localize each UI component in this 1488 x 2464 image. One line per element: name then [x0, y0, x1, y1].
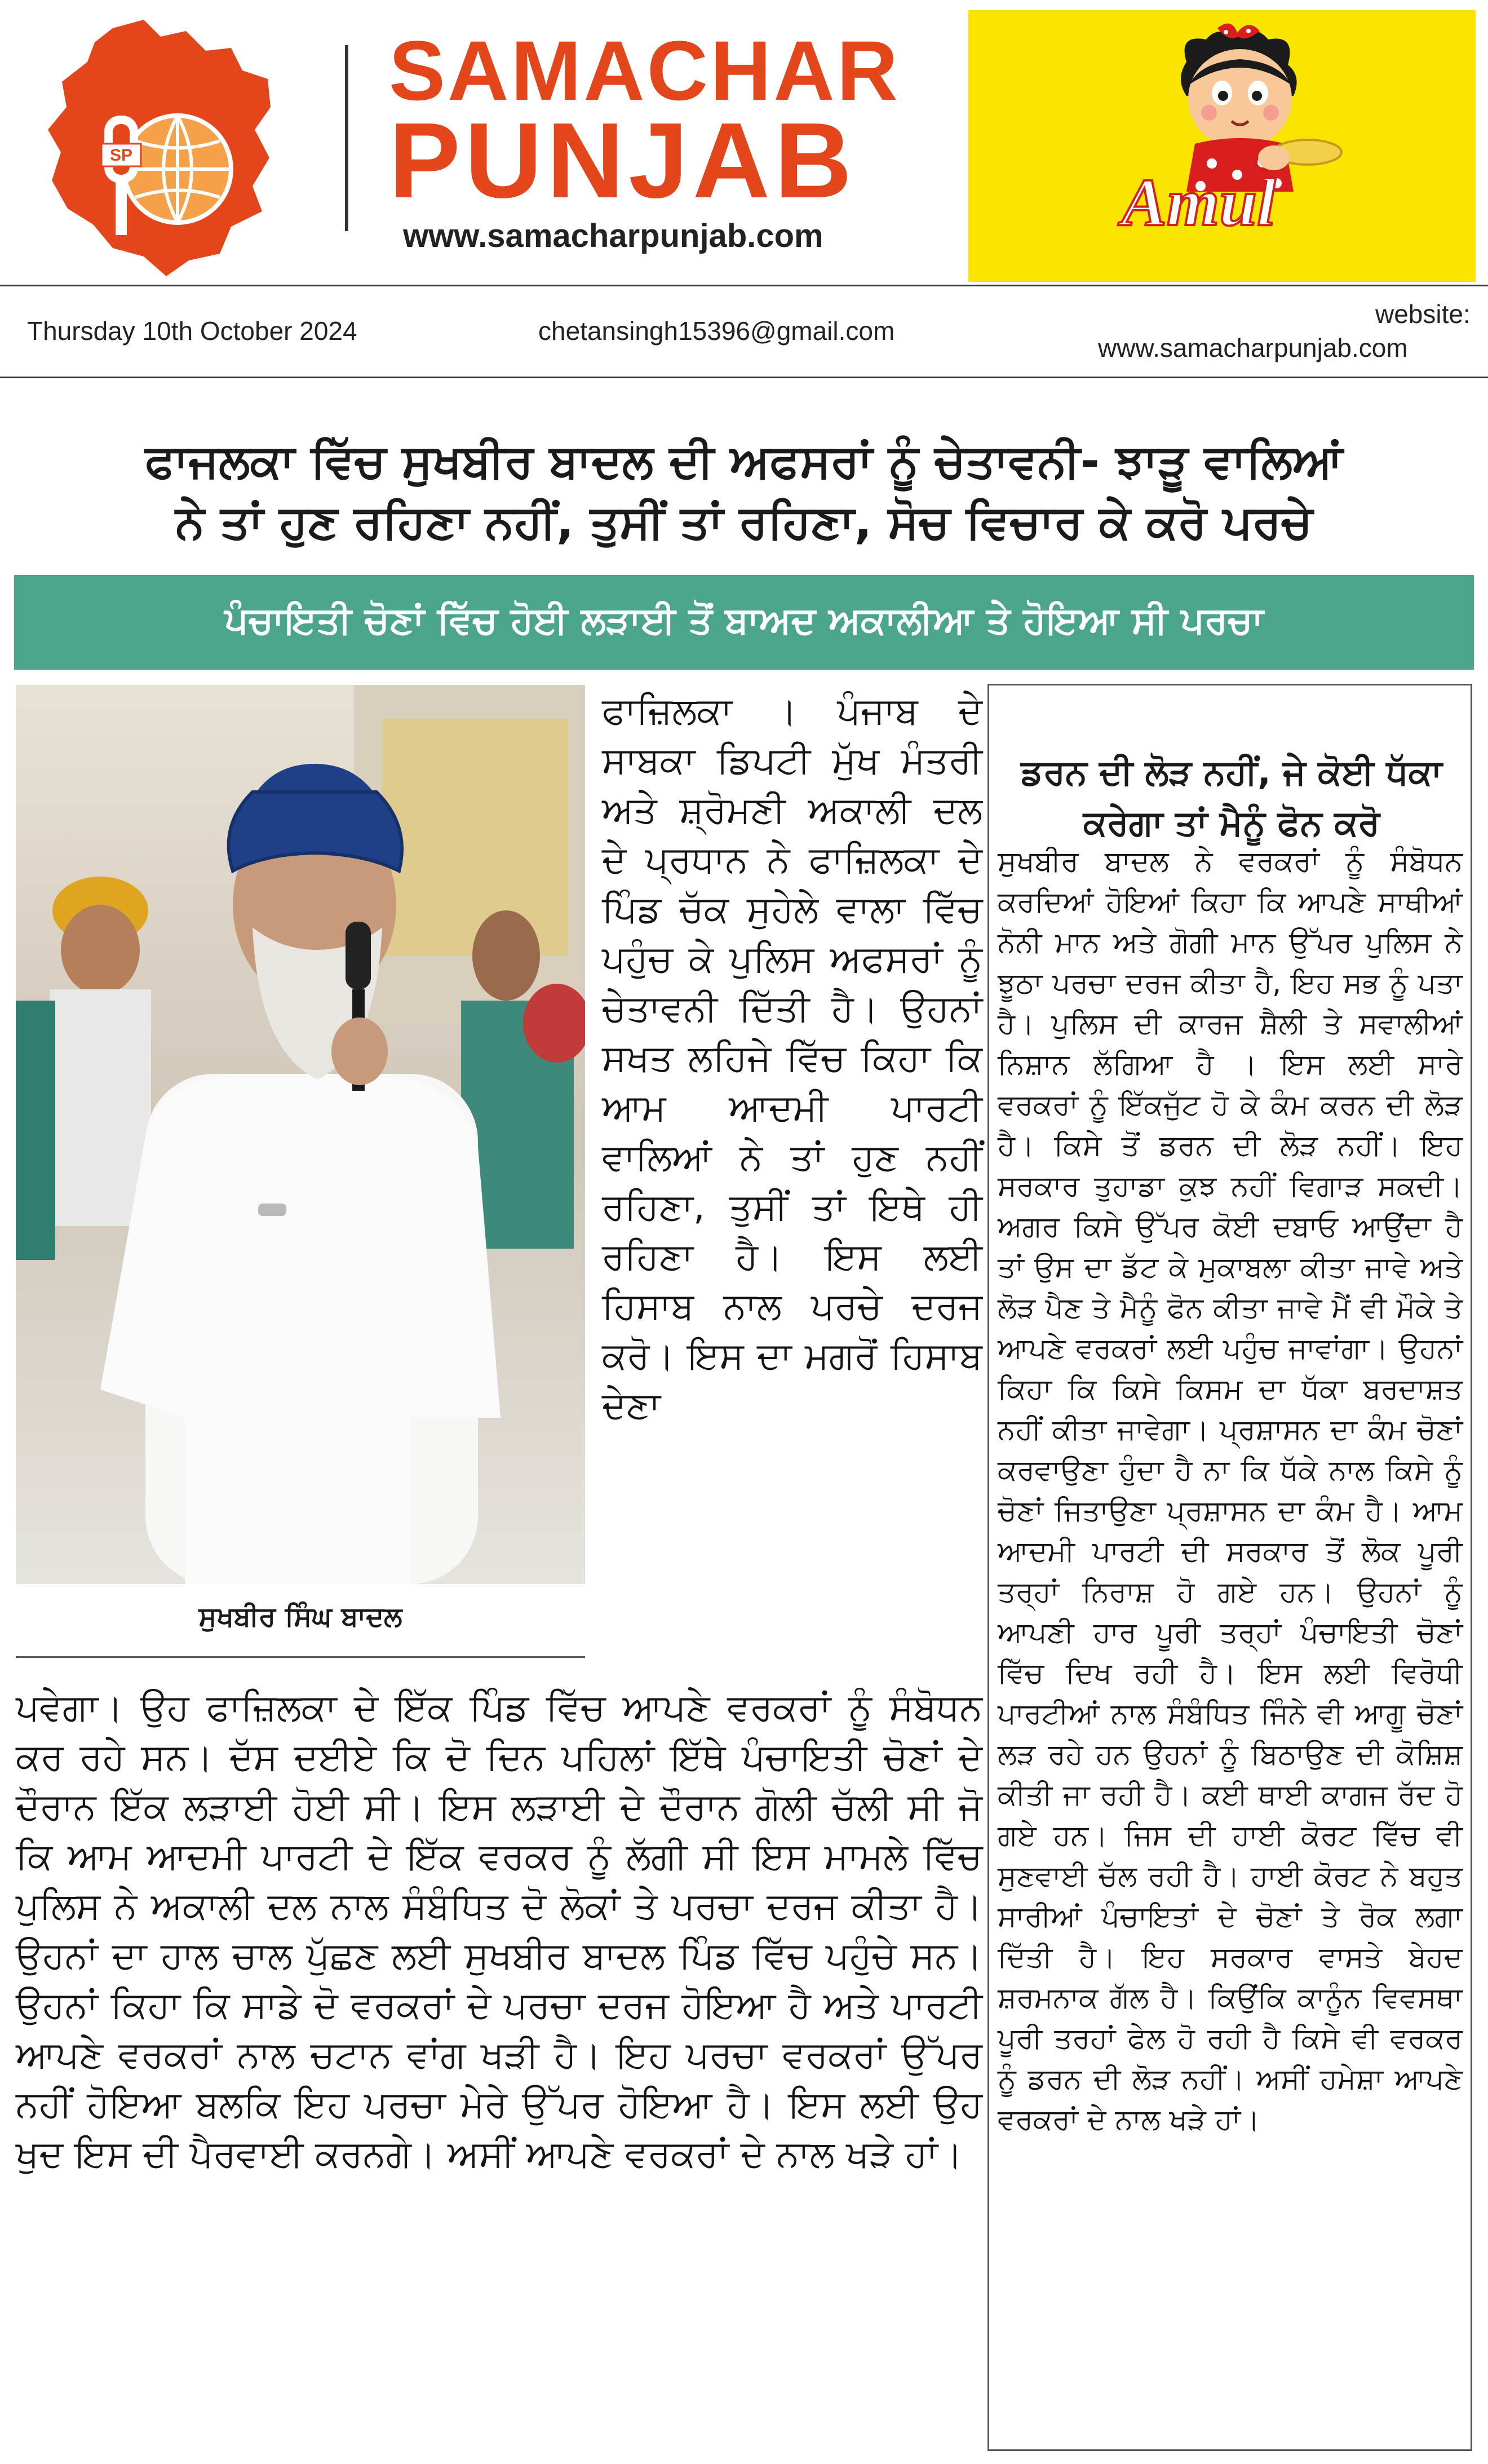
article-paragraph-intro: ਫਾਜ਼ਿਲਕਾ । ਪੰਜਾਬ ਦੇ ਸਾਬਕਾ ਡਿਪਟੀ ਮੁੱਖ ਮੰਤਰੀ ਅਤੇ ਸ਼੍ਰੋਮਣੀ ਅਕਾਲੀ ਦਲ ਦੇ ਪ੍ਰਧਾਨ ਨੇ ਫਾਜ਼ਿਲਕਾ ਦੇ ਪਿੰਡ ਚੱਕ ਸੁਹੇਲੇ ਵਾਲਾ ਵਿੱਚ ਪਹੁੰਚ ਕੇ ਪੁਲਿਸ ਅਫਸਰਾਂ ਨੂੰ ਚੇਤਾਵਨੀ ਦਿੱਤੀ ਹੈ। ਉਹਨਾਂ ਸਖਤ ਲਹਿਜੇ ਵਿੱਚ ਕਿਹਾ ਕਿ ਆਮ ਆਦਮੀ ਪਾਰਟੀ ਵਾਲਿਆਂ ਨੇ ਤਾਂ ਹੁਣ ਨਹੀਂ ਰਹਿਣਾ, ਤੁਸੀਂ ਤਾਂ ਇਥੇ ਹੀ ਰਹਿਣਾ ਹੈ। ਇਸ ਲਈ ਹਿਸਾਬ ਨਾਲ ਪਰਚੇ ਦਰਜ ਕਰੋ। ਇਸ ਦਾ ਮਗਰੋਂ ਹਿਸਾਬ ਦੇਣਾ	[602, 690, 982, 1427]
svg-text:SP: SP	[109, 146, 133, 165]
headline-line2: ਨੇ ਤਾਂ ਹੁਣ ਰਹਿਣਾ ਨਹੀਂ, ਤੁਸੀਂ ਤਾਂ ਰਹਿਣਾ, ਸੋਚ ਵਿਚਾਰ ਕੇ ਕਰੋ ਪਰਚੇ	[175, 496, 1313, 549]
headline-line1: ਫਾਜਲਕਾ ਵਿੱਚ ਸੁਖਬੀਰ ਬਾਦਲ ਦੀ ਅਫਸਰਾਂ ਨੂੰ ਚੇਤਾਵਨੀ- ਝਾੜੂ ਵਾਲਿਆਂ	[145, 435, 1343, 488]
caption-rule	[16, 1656, 585, 1658]
contact-email[interactable]: chetansingh15396@gmail.com	[538, 316, 895, 346]
article-photo[interactable]	[16, 685, 585, 1584]
brand-url[interactable]: www.samacharpunjab.com	[403, 218, 823, 254]
masthead-divider	[345, 45, 348, 231]
website-label: website:	[1375, 299, 1471, 329]
website-url[interactable]: www.samacharpunjab.com	[1098, 333, 1408, 362]
amul-logo-text: Amul	[1122, 165, 1276, 240]
header-rule	[0, 285, 1488, 286]
sidebar-body: ਸੁਖਬੀਰ ਬਾਦਲ ਨੇ ਵਰਕਰਾਂ ਨੂੰ ਸੰਬੋਧਨ ਕਰਦਿਆਂ ਹੋਇਆਂ ਕਿਹਾ ਕਿ ਆਪਣੇ ਸਾਥੀਆਂ ਨੋਨੀ ਮਾਨ ਅਤੇ ਗੋਗੀ ਮਾਨ ਉੱਪਰ ਪੁਲਿਸ ਨੇ ਝੂਠਾ ਪਰਚਾ ਦਰਜ ਕੀਤਾ ਹੈ, ਇਹ ਸਭ ਨੂੰ ਪਤਾ ਹੈ। ਪੁਲਿਸ ਦੀ ਕਾਰਜ ਸ਼ੈਲੀ ਤੇ ਸਵਾਲੀਆਂ ਨਿਸ਼ਾਨ ਲੱਗਿਆ ਹੈ । ਇਸ ਲਈ ਸਾਰੇ ਵਰਕਰਾਂ ਨੂੰ ਇੱਕਜੁੱਟ ਹੋ ਕੇ ਕੰਮ ਕਰਨ ਦੀ ਲੋੜ ਹੈ। ਕਿਸੇ ਤੋਂ ਡਰਨ ਦੀ ਲੋੜ ਨਹੀਂ। ਇਹ ਸਰਕਾਰ ਤੁਹਾਡਾ ਕੁਝ ਨਹੀਂ ਵਿਗਾੜ ਸਕਦੀ। ਅਗਰ ਕਿਸੇ ਉੱਪਰ ਕੋਈ ਦਬਾਓ ਆਉਂਦਾ ਹੈ ਤਾਂ ਉਸ ਦਾ ਡੱਟ ਕੇ ਮੁਕਾਬਲਾ ਕੀਤਾ ਜਾਵੇ ਅਤੇ ਲੋੜ ਪੈਣ ਤੇ ਮੈਨੂੰ ਫੋਨ ਕੀਤਾ ਜਾਵੇ ਮੈਂ ਵੀ ਮੌਕੇ ਤੇ ਆਪਣੇ ਵਰਕਰਾਂ ਲਈ ਪਹੁੰਚ ਜਾਵਾਂਗਾ। ਉਹਨਾਂ ਕਿਹਾ ਕਿ ਕਿਸੇ ਕਿਸਮ ਦਾ ਧੱਕਾ ਬਰਦਾਸ਼ਤ ਨਹੀਂ ਕੀਤਾ ਜਾਵੇਗਾ। ਪ੍ਰਸ਼ਾਸਨ ਦਾ ਕੰਮ ਚੋਣਾਂ ਕਰਵਾਉਣਾ ਹੁੰਦਾ ਹੈ ਨਾ ਕਿ ਧੱਕੇ ਨਾਲ ਕਿਸੇ ਨੂੰ ਚੋਣਾਂ ਜਿਤਾਉਣਾ ਪ੍ਰਸ਼ਾਸਨ ਦਾ ਕੰਮ ਹੈ। ਆਮ ਆਦਮੀ ਪਾਰਟੀ ਦੀ ਸਰਕਾਰ ਤੋਂ ਲੋਕ ਪੂਰੀ ਤਰ੍ਹਾਂ ਨਿਰਾਸ਼ ਹੋ ਗਏ ਹਨ। ਉਹਨਾਂ ਨੂੰ ਆਪਣੀ ਹਾਰ ਪੂਰੀ ਤਰ੍ਹਾਂ ਪੰਚਾਇਤੀ ਚੋਣਾਂ ਵਿੱਚ ਦਿਖ ਰਹੀ ਹੈ। ਇਸ ਲਈ ਵਿਰੋਧੀ ਪਾਰਟੀਆਂ ਨਾਲ ਸੰਬੰਧਿਤ ਜਿੰਨੇ ਵੀ ਆਗੂ ਚੋਣਾਂ ਲੜ ਰਹੇ ਹਨ ਉਹਨਾਂ ਨੂੰ ਬਿਠਾਉਣ ਦੀ ਕੋਸ਼ਿਸ਼ ਕੀਤੀ ਜਾ ਰਹੀ ਹੈ। ਕਈ ਥਾਈ ਕਾਗਜ ਰੱਦ ਹੋ ਗਏ ਹਨ। ਜਿਸ ਦੀ ਹਾਈ ਕੋਰਟ ਵਿੱਚ ਵੀ ਸੁਣਵਾਈ ਚੱਲ ਰਹੀ ਹੈ। ਹਾਈ ਕੋਰਟ ਨੇ ਬਹੁਤ ਸਾਰੀਆਂ ਪੰਚਾਇਤਾਂ ਦੇ ਚੋਣਾਂ ਤੇ ਰੋਕ ਲਗਾ ਦਿੱਤੀ ਹੈ। ਇਹ ਸਰਕਾਰ ਵਾਸਤੇ ਬੇਹਦ ਸ਼ਰਮਨਾਕ ਗੱਲ ਹੈ। ਕਿਉਂਕਿ ਕਾਨੂੰਨ ਵਿਵਸਥਾ ਪੂਰੀ ਤਰਹਾਂ ਫੇਲ ਹੋ ਰਹੀ ਹੈ ਕਿਸੇ ਵੀ ਵਰਕਰ ਨੂੰ ਡਰਨ ਦੀ ਲੋੜ ਨਹੀਂ। ਅਸੀਂ ਹਮੇਸ਼ਾ ਆਪਣੇ ਵਰਕਰਾਂ ਦੇ ਨਾਲ ਖੜੇ ਹਾਂ।	[998, 844, 1463, 2136]
brand-name-line1: SAMACHAR	[389, 23, 900, 118]
samachar-punjab-logo	[45, 17, 287, 276]
sidebar-heading: ਡਰਨ ਦੀ ਲੋੜ ਨਹੀਂ, ਜੇ ਕੋਈ ਧੱਕਾ ਕਰੇਗਾ ਤਾਂ ਮੈਨੂੰ ਫੋਨ ਕਰੋ	[1021, 751, 1442, 843]
infobar-rule	[0, 377, 1488, 378]
article-paragraph-continued: ਪਵੇਗਾ। ਉਹ ਫਾਜ਼ਿਲਕਾ ਦੇ ਇੱਕ ਪਿੰਡ ਵਿੱਚ ਆਪਣੇ ਵਰਕਰਾਂ ਨੂੰ ਸੰਬੋਧਨ ਕਰ ਰਹੇ ਸਨ। ਦੱਸ ਦਈਏ ਕਿ ਦੋ ਦਿਨ ਪਹਿਲਾਂ ਇੱਥੇ ਪੰਚਾਇਤੀ ਚੋਣਾਂ ਦੇ ਦੌਰਾਨ ਇੱਕ ਲੜਾਈ ਹੋਈ ਸੀ। ਇਸ ਲੜਾਈ ਦੇ ਦੌਰਾਨ ਗੋਲੀ ਚੱਲੀ ਸੀ ਜੋ ਕਿ ਆਮ ਆਦਮੀ ਪਾਰਟੀ ਦੇ ਇੱਕ ਵਰਕਰ ਨੂੰ ਲੱਗੀ ਸੀ ਇਸ ਮਾਮਲੇ ਵਿੱਚ ਪੁਲਿਸ ਨੇ ਅਕਾਲੀ ਦਲ ਨਾਲ ਸੰਬੰਧਿਤ ਦੋ ਲੋਕਾਂ ਤੇ ਪਰਚਾ ਦਰਜ ਕੀਤਾ ਹੈ। ਉਹਨਾਂ ਦਾ ਹਾਲ ਚਾਲ ਪੁੱਛਣ ਲਈ ਸੁਖਬੀਰ ਬਾਦਲ ਪਿੰਡ ਵਿੱਚ ਪਹੁੰਚੇ ਸਨ। ਉਹਨਾਂ ਕਿਹਾ ਕਿ ਸਾਡੇ ਦੋ ਵਰਕਰਾਂ ਦੇ ਪਰਚਾ ਦਰਜ ਹੋਇਆ ਹੈ ਅਤੇ ਪਾਰਟੀ ਆਪਣੇ ਵਰਕਰਾਂ ਨਾਲ ਚਟਾਨ ਵਾਂਗ ਖੜੀ ਹੈ। ਇਹ ਪਰਚਾ ਵਰਕਰਾਂ ਉੱਪਰ ਨਹੀਂ ਹੋਇਆ ਬਲਕਿ ਇਹ ਪਰਚਾ ਮੇਰੇ ਉੱਪਰ ਹੋਇਆ ਹੈ। ਇਸ ਲਈ ਉਹ ਖੁਦ ਇਸ ਦੀ ਪੈਰਵਾਈ ਕਰਨਗੇ। ਅਸੀਂ ਆਪਣੇ ਵਰਕਰਾਂ ਦੇ ਨਾਲ ਖੜੇ ਹਾਂ।	[16, 1687, 982, 2175]
photo-caption: ਸੁਖਬੀਰ ਸਿੰਘ ਬਾਦਲ	[198, 1601, 402, 1633]
subheadline: ਪੰਚਾਇਤੀ ਚੋਣਾਂ ਵਿੱਚ ਹੋਈ ਲੜਾਈ ਤੋਂ ਬਾਅਦ ਅਕਾਲੀਆ ਤੇ ਹੋਇਆ ਸੀ ਪਰਚਾ	[224, 599, 1264, 642]
brand-name-line2: PUNJAB	[389, 101, 857, 220]
issue-date: Thursday 10th October 2024	[27, 316, 357, 346]
